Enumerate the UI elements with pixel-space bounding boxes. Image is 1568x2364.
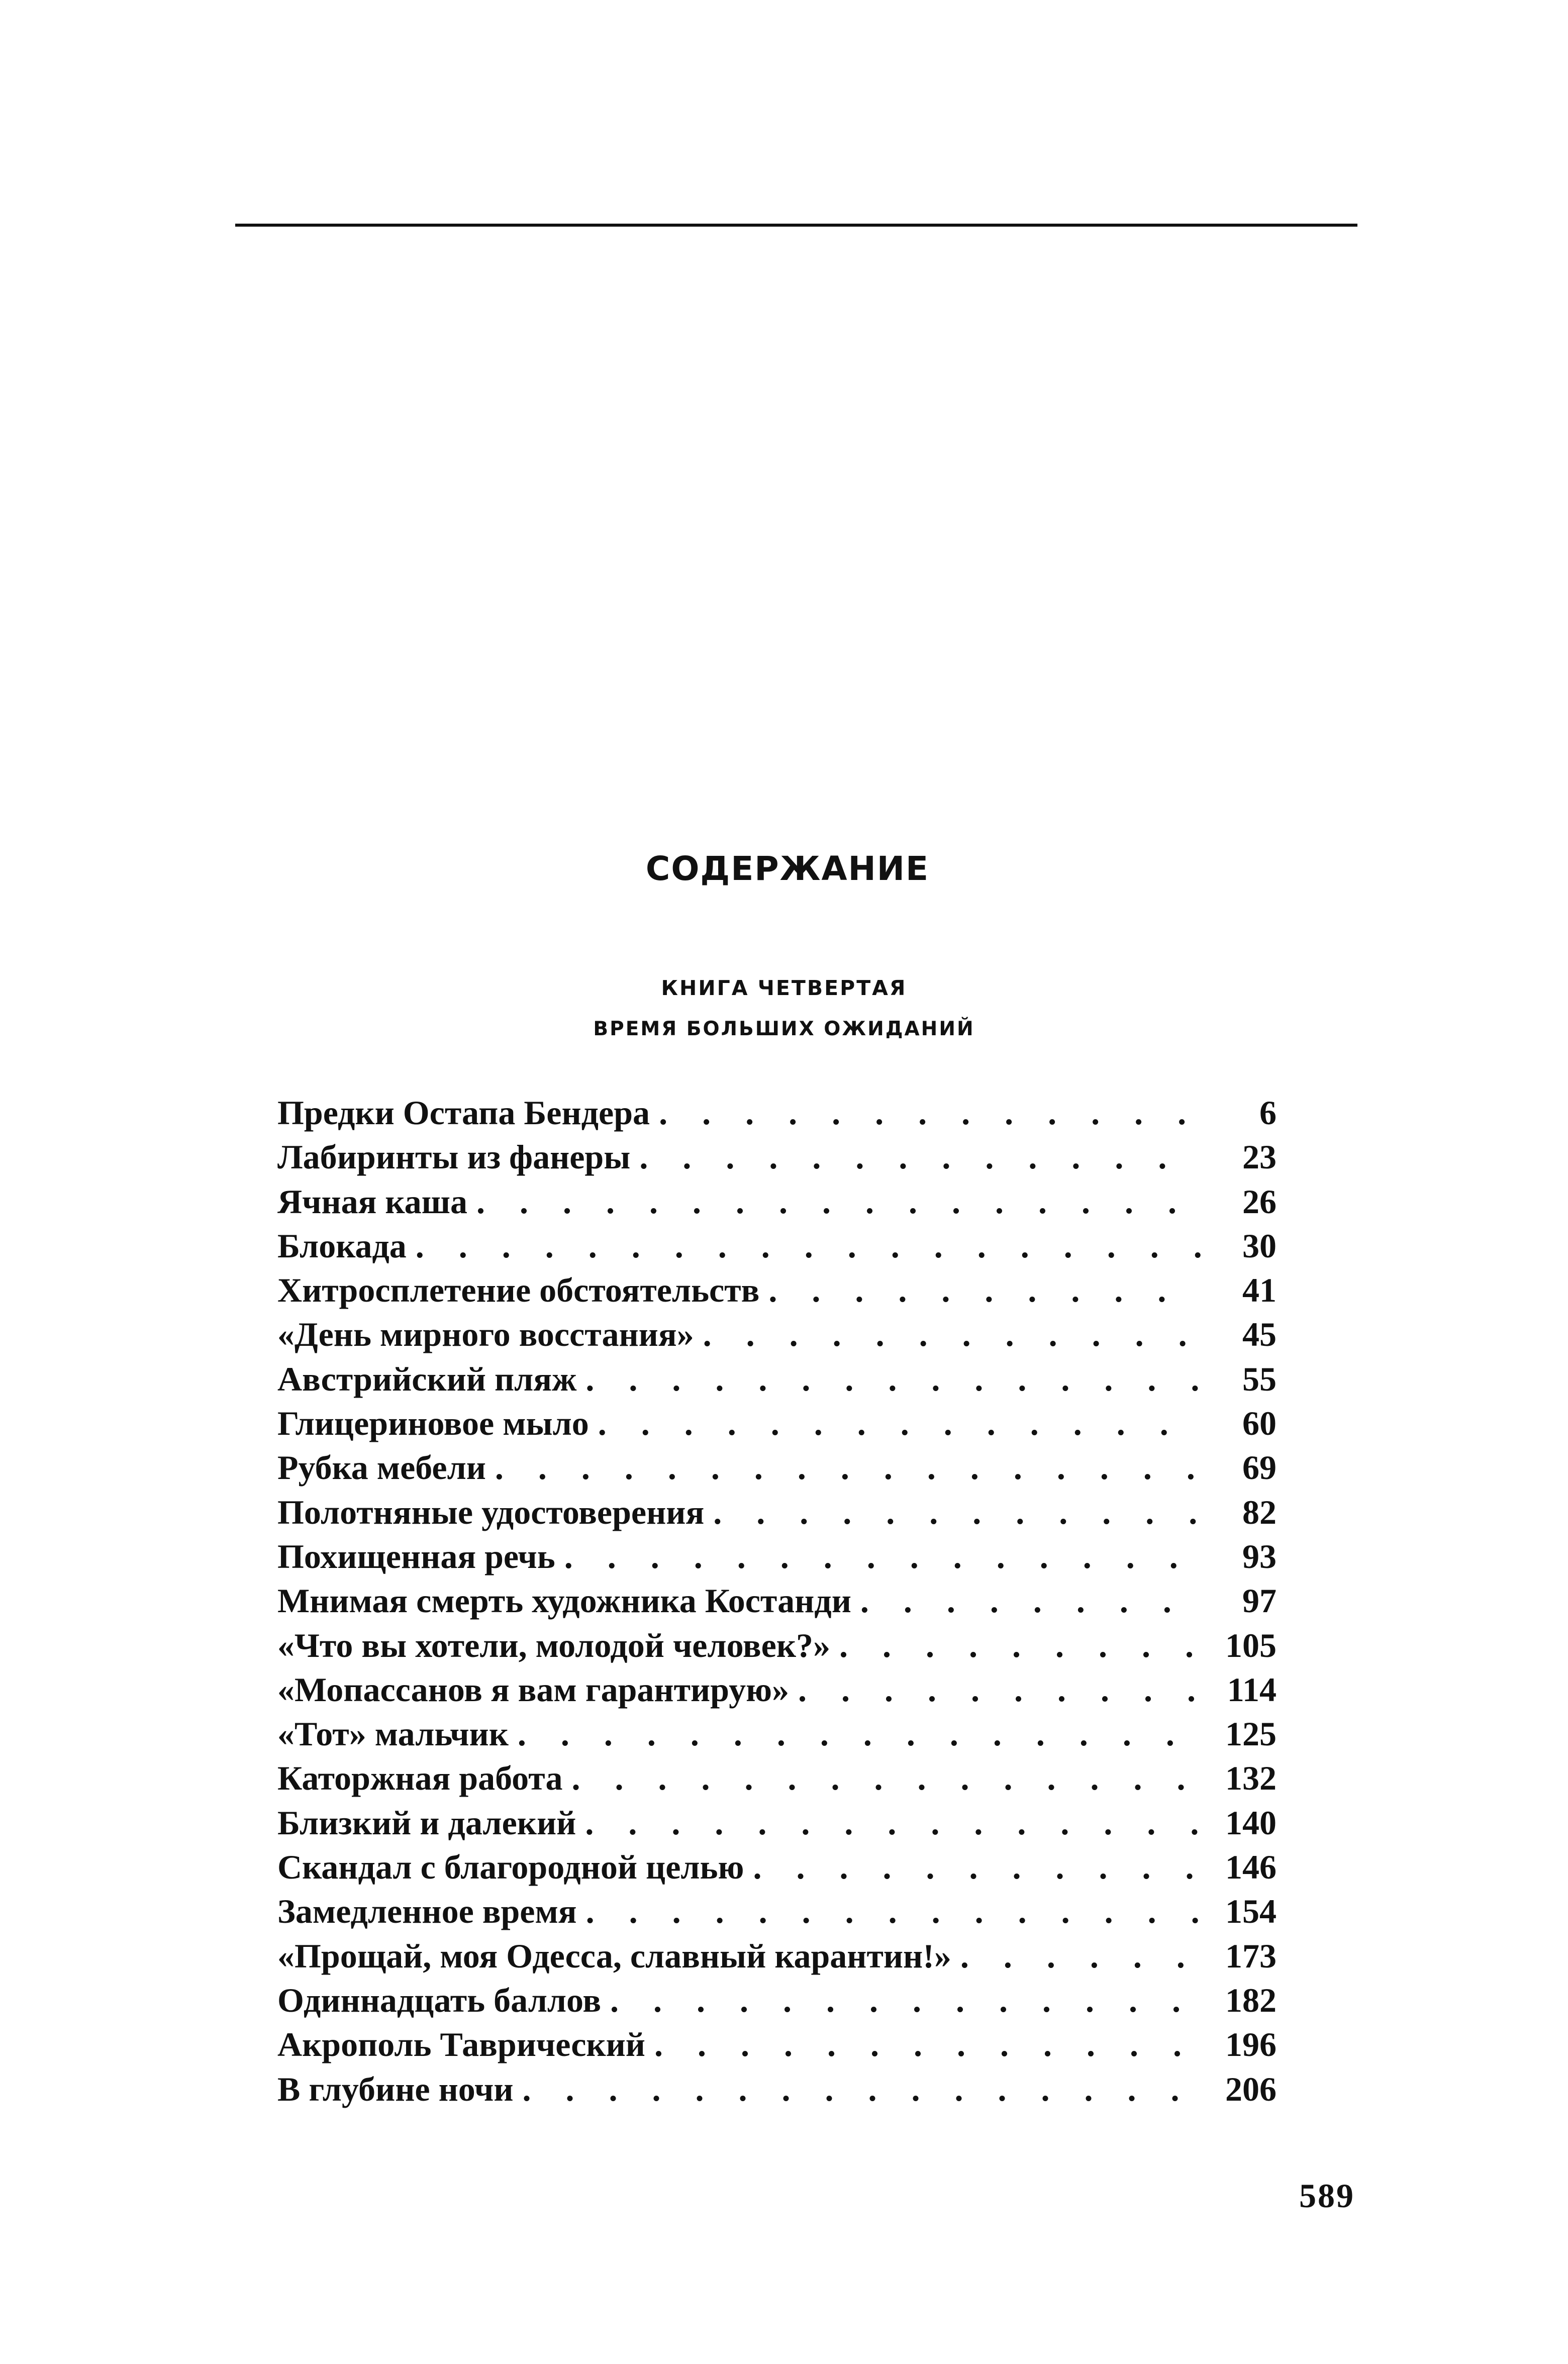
dot-leader — [851, 1579, 1201, 1623]
toc-entry — [277, 1401, 1277, 1445]
dot-leader — [830, 1623, 1201, 1667]
dot-leader — [577, 1889, 1201, 1933]
toc-entry-page: 125 — [1225, 1715, 1277, 1753]
toc-entry-page: 146 — [1225, 1848, 1277, 1887]
toc-entry-page: 114 — [1227, 1670, 1277, 1709]
toc-entry-title: «День мирного восстания» — [277, 1315, 694, 1354]
dot-leader — [704, 1490, 1201, 1534]
dot-leader — [630, 1135, 1201, 1179]
toc-entry — [277, 1534, 1277, 1579]
toc-entry-page: 55 — [1242, 1359, 1277, 1398]
toc-entry — [277, 1091, 1277, 1135]
contents-title: СОДЕРЖАНИЕ — [645, 849, 930, 888]
toc-entry-page: 93 — [1242, 1537, 1277, 1575]
dot-leader — [744, 1845, 1201, 1889]
dot-leader — [951, 1934, 1201, 1978]
toc-entry-title: «Прощай, моя Одесса, славный карантин!» — [277, 1936, 951, 1975]
dot-leader — [467, 1179, 1201, 1224]
toc-entry — [277, 1978, 1277, 2022]
toc-entry — [277, 2022, 1277, 2066]
toc-entry-page: 182 — [1225, 1981, 1277, 2019]
toc-entry-title: Хитросплетение обстоятельств — [277, 1271, 760, 1310]
toc-entry-page: 41 — [1242, 1271, 1277, 1310]
toc-entry — [277, 1135, 1277, 1179]
toc-entry — [277, 1756, 1277, 1800]
toc-entry-title: Близкий и далекий — [277, 1803, 576, 1842]
dot-leader — [589, 1401, 1201, 1445]
toc-entry-page: 30 — [1242, 1226, 1277, 1265]
toc-entry — [277, 1845, 1277, 1889]
toc-entry-page: 6 — [1259, 1094, 1277, 1132]
toc-entry-title: «Что вы хотели, молодой человек?» — [277, 1626, 831, 1664]
toc-entry-title: Скандал с благородной целью — [277, 1848, 744, 1887]
toc-entry-title: В глубине ночи — [277, 2070, 514, 2108]
toc-entry-page: 97 — [1242, 1582, 1277, 1620]
dot-leader — [486, 1445, 1201, 1490]
dot-leader — [407, 1224, 1201, 1268]
toc-entry-title: Рубка мебели — [277, 1448, 486, 1487]
toc-entry-page: 196 — [1225, 2025, 1277, 2064]
toc-entry-title: Предки Остапа Бендера — [277, 1094, 650, 1132]
top-rule-short — [1308, 224, 1357, 227]
top-rule — [235, 224, 1308, 227]
toc-entry — [277, 1623, 1277, 1667]
table-of-contents — [277, 1091, 1277, 2111]
toc-entry — [277, 1490, 1277, 1534]
toc-entry-title: «Тот» мальчик — [277, 1715, 509, 1753]
dot-leader — [576, 1357, 1201, 1401]
dot-leader — [514, 2067, 1201, 2111]
toc-entry — [277, 1712, 1277, 1756]
book-label: КНИГА ЧЕТВЕРТАЯ — [661, 976, 907, 1000]
dot-leader — [601, 1978, 1201, 2022]
toc-entry-title: Австрийский пляж — [277, 1359, 577, 1398]
toc-entry-title: Блокада — [277, 1226, 407, 1265]
toc-entry-page: 69 — [1242, 1448, 1277, 1487]
toc-entry-page: 60 — [1242, 1404, 1277, 1443]
toc-entry — [277, 1801, 1277, 1845]
toc-entry-title: Мнимая смерть художника Костанди — [277, 1582, 851, 1620]
toc-entry-page: 206 — [1225, 2070, 1277, 2108]
toc-entry — [277, 1224, 1277, 1268]
toc-entry-title: Полотняные удостоверения — [277, 1493, 705, 1531]
toc-entry-page: 154 — [1225, 1892, 1277, 1931]
toc-entry-title: Ячная каша — [277, 1182, 467, 1221]
toc-entry-title: Замедленное время — [277, 1892, 577, 1931]
toc-entry-page: 23 — [1242, 1138, 1277, 1176]
dot-leader — [759, 1268, 1201, 1312]
toc-entry-title: Одиннадцать баллов — [277, 1981, 602, 2019]
toc-entry — [277, 1889, 1277, 1933]
dot-leader — [645, 2022, 1201, 2066]
toc-entry-page: 82 — [1242, 1493, 1277, 1531]
toc-entry — [277, 1357, 1277, 1401]
toc-entry-title: Лабиринты из фанеры — [277, 1138, 631, 1176]
toc-entry-title: Каторжная работа — [277, 1759, 563, 1798]
toc-entry — [277, 1934, 1277, 1978]
toc-entry — [277, 1579, 1277, 1623]
toc-entry — [277, 1667, 1277, 1712]
toc-entry — [277, 1312, 1277, 1356]
toc-entry-page: 105 — [1225, 1626, 1277, 1664]
dot-leader — [694, 1312, 1201, 1356]
dot-leader — [563, 1756, 1201, 1800]
dot-leader — [509, 1712, 1201, 1756]
dot-leader — [650, 1091, 1201, 1135]
toc-entry — [277, 1445, 1277, 1490]
toc-entry-page: 173 — [1225, 1936, 1277, 1975]
toc-entry-title: Похищенная речь — [277, 1537, 555, 1575]
dot-leader — [576, 1801, 1201, 1845]
page-number: 589 — [1299, 2177, 1355, 2215]
toc-entry-title: Глицериновое мыло — [277, 1404, 589, 1443]
toc-entry — [277, 2067, 1277, 2111]
toc-entry-title: «Мопассанов я вам гарантирую» — [277, 1670, 790, 1709]
toc-entry — [277, 1179, 1277, 1224]
toc-entry-page: 132 — [1225, 1759, 1277, 1798]
dot-leader — [555, 1534, 1201, 1579]
toc-entry — [277, 1268, 1277, 1312]
toc-entry-title: Акрополь Таврический — [277, 2025, 645, 2064]
toc-entry-page: 140 — [1225, 1803, 1277, 1842]
book-subtitle: ВРЕМЯ БОЛЬШИХ ОЖИДАНИЙ — [593, 1018, 975, 1040]
toc-entry-page: 26 — [1242, 1182, 1277, 1221]
toc-entry-page: 45 — [1242, 1315, 1277, 1354]
dot-leader — [789, 1667, 1201, 1712]
